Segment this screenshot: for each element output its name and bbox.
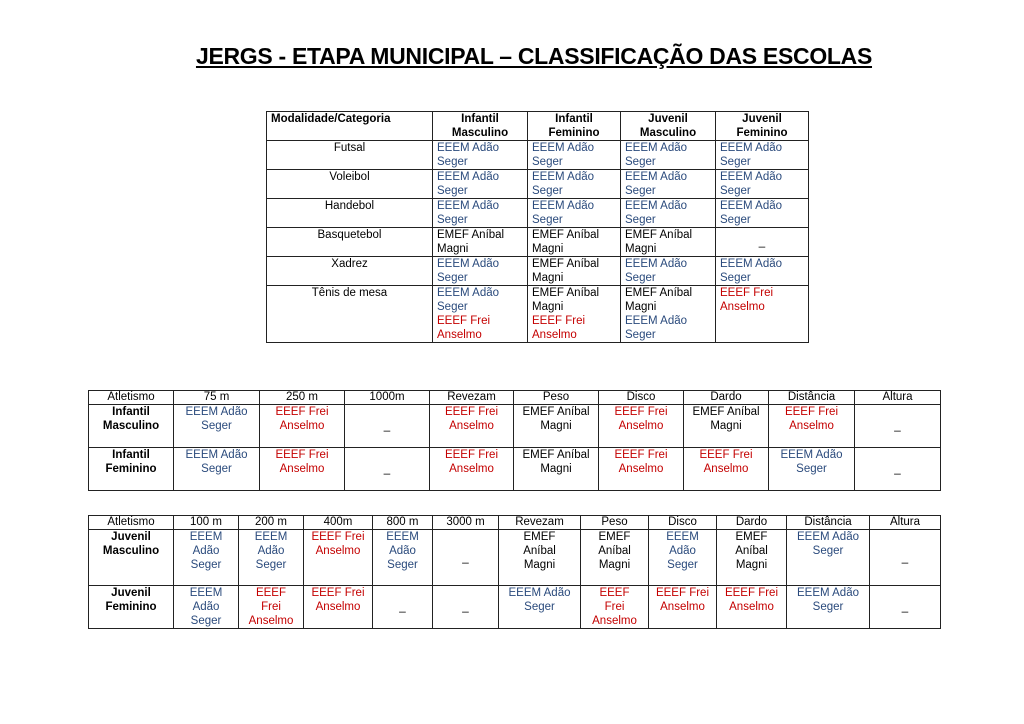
school-name: EEEF: [255, 587, 287, 599]
school-name: Seger: [812, 545, 844, 557]
column-header: Altura: [855, 391, 941, 405]
school-name: Seger: [437, 301, 468, 313]
school-name: Anselmo: [592, 615, 637, 627]
column-header: Disco: [649, 516, 717, 530]
school-name: Anselmo: [532, 329, 577, 341]
school-name: EEEF Frei: [437, 315, 491, 327]
school-name: Seger: [190, 559, 222, 571]
school-name: Seger: [437, 272, 468, 284]
school-name: EEEF Frei: [311, 587, 365, 599]
category-line: Infantil: [112, 406, 150, 418]
school-name: Seger: [532, 214, 563, 226]
modality-cell: Handebol: [267, 199, 433, 228]
school-name: EEEM Adão: [185, 449, 248, 461]
school-name: EEEM: [386, 531, 419, 543]
school-name: Aníbal: [598, 545, 631, 557]
school-name: Magni: [625, 301, 657, 313]
school-cell: [174, 586, 239, 629]
school-name: EEEM Adão: [437, 258, 500, 270]
school-name: Anselmo: [279, 420, 325, 432]
school-cell: [716, 170, 809, 199]
school-cell: [599, 448, 684, 491]
header-line: Masculino: [639, 127, 697, 139]
modality-cell: Futsal: [267, 141, 433, 170]
school-name: Seger: [532, 156, 563, 168]
school-cell: [528, 170, 621, 199]
school-cell: [621, 141, 716, 170]
category-cell: [89, 586, 174, 629]
column-header: Peso: [581, 516, 649, 530]
column-header: 800 m: [373, 516, 433, 530]
school-name: EEEF Frei: [784, 406, 839, 418]
school-name: EEEF Frei: [444, 406, 499, 418]
school-name: Magni: [532, 301, 564, 313]
empty-cell: _: [433, 530, 499, 586]
school-cell: [260, 405, 345, 448]
school-name: Anselmo: [449, 463, 494, 475]
school-name: EMEF: [523, 531, 556, 543]
school-name: Seger: [201, 420, 232, 432]
table-row: [267, 228, 809, 257]
modality-cell: Basquetebol: [267, 228, 433, 257]
column-header: 200 m: [239, 516, 304, 530]
school-name: EEEF Frei: [699, 449, 753, 461]
school-name: Seger: [387, 559, 418, 571]
school-name: EMEF Aníbal: [532, 229, 600, 241]
school-cell: [621, 257, 716, 286]
school-name: EEEM Adão: [796, 531, 859, 543]
header-line: Feminino: [736, 127, 788, 139]
table-row: [267, 199, 809, 228]
school-name: EEEM Adão: [780, 449, 843, 461]
school-name: Magni: [523, 559, 556, 571]
table-row: [89, 530, 941, 586]
school-name: EEEM Adão: [185, 406, 248, 418]
school-name: Frei: [604, 601, 625, 613]
school-name: Seger: [437, 214, 468, 226]
school-name: EEEM Adão: [796, 587, 859, 599]
school-name: Anselmo: [720, 301, 765, 313]
school-cell: [260, 448, 345, 491]
modality-cell: Voleibol: [267, 170, 433, 199]
school-name: EEEM Adão: [625, 315, 688, 327]
school-name: Magni: [532, 243, 564, 255]
school-name: Magni: [598, 559, 631, 571]
school-cell: [433, 170, 528, 199]
school-name: Magni: [625, 243, 657, 255]
school-name: Seger: [796, 463, 827, 475]
column-header: [528, 112, 621, 141]
school-cell: [514, 448, 599, 491]
column-header: Atletismo: [89, 391, 174, 405]
column-header: Peso: [514, 391, 599, 405]
column-header: [433, 112, 528, 141]
school-name: EMEF Aníbal: [522, 406, 590, 418]
school-name: Anselmo: [248, 615, 294, 627]
school-cell: [433, 141, 528, 170]
school-name: EEEF Frei: [655, 587, 710, 599]
school-cell: [621, 228, 716, 257]
school-cell: [174, 405, 260, 448]
school-name: EMEF Aníbal: [692, 406, 760, 418]
school-name: EEEM Adão: [437, 200, 500, 212]
athletics-juvenil-table: [88, 515, 941, 629]
school-name: EEEM Adão: [625, 200, 688, 212]
header-line: Infantil: [461, 113, 499, 125]
school-name: Anselmo: [449, 420, 494, 432]
school-name: Seger: [625, 214, 656, 226]
school-cell: [239, 530, 304, 586]
school-name: Adão: [192, 601, 220, 613]
school-cell: [304, 586, 373, 629]
school-cell: [621, 199, 716, 228]
school-cell: [174, 530, 239, 586]
column-header: [267, 112, 433, 141]
column-header: Dardo: [684, 391, 769, 405]
school-name: Magni: [540, 420, 572, 432]
school-name: Seger: [720, 214, 751, 226]
school-name: Seger: [625, 185, 656, 197]
team-sports-table: [266, 111, 809, 343]
table-row: [89, 405, 941, 448]
school-name: Anselmo: [437, 329, 482, 341]
school-name: Seger: [532, 185, 563, 197]
school-name: EMEF Aníbal: [437, 229, 505, 241]
school-name: EEEM Adão: [532, 142, 595, 154]
table-header-row: [89, 516, 941, 530]
school-cell: [430, 405, 514, 448]
school-name: Seger: [437, 156, 468, 168]
header-line: Juvenil: [742, 113, 782, 125]
school-name: EEEF Frei: [444, 449, 499, 461]
school-cell: [716, 141, 809, 170]
column-header: Revezam: [430, 391, 514, 405]
school-name: EEEM Adão: [625, 258, 688, 270]
school-name: Seger: [625, 156, 656, 168]
column-header: 1000m: [345, 391, 430, 405]
school-name: EEEM: [666, 531, 699, 543]
school-name: Magni: [710, 420, 742, 432]
column-header: Distância: [769, 391, 855, 405]
school-cell: [716, 257, 809, 286]
category-line: Infantil: [112, 449, 150, 461]
school-name: Seger: [720, 156, 751, 168]
header-line: Modalidade/Categoria: [271, 113, 391, 125]
school-name: Seger: [190, 615, 222, 627]
empty-cell: _: [345, 405, 430, 448]
school-name: Aníbal: [735, 545, 768, 557]
header-line: Masculino: [451, 127, 509, 139]
school-name: Anselmo: [618, 463, 664, 475]
school-name: EEEM Adão: [720, 258, 783, 270]
school-cell: [787, 586, 870, 629]
category-line: Juvenil: [111, 587, 151, 599]
school-name: Anselmo: [660, 601, 705, 613]
school-name: EEEM Adão: [720, 200, 783, 212]
school-name: EEEF Frei: [311, 531, 365, 543]
table-row: [267, 170, 809, 199]
column-header: Distância: [787, 516, 870, 530]
school-name: Seger: [667, 559, 698, 571]
school-cell: [717, 586, 787, 629]
school-name: EEEF: [599, 587, 630, 599]
school-cell: [716, 199, 809, 228]
school-name: EEEM Adão: [437, 171, 500, 183]
school-cell: [716, 286, 809, 343]
school-cell: [649, 530, 717, 586]
school-name: EEEM: [189, 587, 223, 599]
column-header: 3000 m: [433, 516, 499, 530]
school-name: Adão: [257, 545, 285, 557]
modality-cell: Tênis de mesa: [267, 286, 433, 343]
school-name: EEEM Adão: [437, 142, 500, 154]
school-name: EEEF Frei: [275, 406, 329, 418]
school-cell: [514, 405, 599, 448]
modality-cell: Xadrez: [267, 257, 433, 286]
table-row: [267, 286, 809, 343]
school-name: Anselmo: [703, 463, 749, 475]
school-name: Anselmo: [618, 420, 664, 432]
column-header: Dardo: [717, 516, 787, 530]
school-name: EEEM Adão: [532, 200, 595, 212]
school-name: Adão: [192, 545, 220, 557]
category-line: Masculino: [102, 545, 160, 557]
table-row: [267, 141, 809, 170]
school-cell: [649, 586, 717, 629]
school-name: Seger: [812, 601, 844, 613]
school-cell: [433, 199, 528, 228]
school-cell: [621, 286, 716, 343]
school-name: EMEF: [598, 531, 631, 543]
school-name: Anselmo: [789, 420, 834, 432]
school-name: EEEM Adão: [532, 171, 595, 183]
school-name: EEEF Frei: [614, 449, 668, 461]
school-name: EEEF Frei: [614, 406, 668, 418]
school-cell: [621, 170, 716, 199]
school-name: Aníbal: [523, 545, 556, 557]
category-line: Masculino: [102, 420, 160, 432]
school-cell: [684, 448, 769, 491]
table-header-row: [267, 112, 809, 141]
school-name: EEEF Frei: [724, 587, 779, 599]
empty-cell: _: [716, 228, 809, 257]
school-name: EEEM: [189, 531, 223, 543]
empty-cell: _: [345, 448, 430, 491]
school-name: EMEF: [735, 531, 768, 543]
table-header-row: [89, 391, 941, 405]
school-cell: [769, 448, 855, 491]
school-name: Seger: [201, 463, 232, 475]
school-name: Anselmo: [315, 601, 361, 613]
school-cell: [717, 530, 787, 586]
school-cell: [433, 257, 528, 286]
page-title: JERGS - ETAPA MUNICIPAL – CLASSIFICAÇÃO DAS ESCOLAS: [195, 43, 873, 69]
school-name: Seger: [720, 185, 751, 197]
school-cell: [787, 530, 870, 586]
school-cell: [304, 530, 373, 586]
school-cell: [528, 228, 621, 257]
column-header: 400m: [304, 516, 373, 530]
school-cell: [239, 586, 304, 629]
school-name: Adão: [669, 545, 696, 557]
school-name: EEEM Adão: [720, 142, 783, 154]
school-cell: [528, 257, 621, 286]
school-name: EEEM Adão: [508, 587, 571, 599]
school-cell: [769, 405, 855, 448]
school-name: Anselmo: [279, 463, 325, 475]
school-name: Magni: [540, 463, 572, 475]
category-line: Feminino: [105, 601, 157, 613]
school-cell: [499, 530, 581, 586]
school-name: EMEF Aníbal: [522, 449, 590, 461]
empty-cell: _: [870, 586, 941, 629]
school-name: Magni: [437, 243, 469, 255]
school-cell: [581, 586, 649, 629]
school-cell: [499, 586, 581, 629]
column-header: Atletismo: [89, 516, 174, 530]
category-cell: [89, 530, 174, 586]
empty-cell: _: [870, 530, 941, 586]
school-cell: [528, 199, 621, 228]
school-cell: [581, 530, 649, 586]
header-line: Juvenil: [648, 113, 688, 125]
school-name: Magni: [532, 272, 564, 284]
school-name: EEEF Frei: [532, 315, 586, 327]
school-name: Frei: [261, 601, 281, 613]
table-row: [89, 448, 941, 491]
table-row: [267, 257, 809, 286]
header-line: Feminino: [548, 127, 600, 139]
column-header: 250 m: [260, 391, 345, 405]
column-header: Altura: [870, 516, 941, 530]
school-name: EMEF Aníbal: [532, 287, 600, 299]
school-name: Seger: [625, 272, 656, 284]
school-name: EEEM Adão: [720, 171, 783, 183]
empty-cell: _: [373, 586, 433, 629]
column-header: [716, 112, 809, 141]
school-name: Seger: [625, 329, 656, 341]
category-cell: [89, 405, 174, 448]
school-cell: [433, 228, 528, 257]
school-cell: [430, 448, 514, 491]
school-name: EEEM Adão: [625, 142, 688, 154]
category-line: Feminino: [105, 463, 157, 475]
school-name: Magni: [735, 559, 768, 571]
school-name: Seger: [720, 272, 751, 284]
school-name: EEEM Adão: [437, 287, 500, 299]
column-header: 100 m: [174, 516, 239, 530]
school-name: EEEM Adão: [625, 171, 688, 183]
column-header: Disco: [599, 391, 684, 405]
school-cell: [528, 141, 621, 170]
column-header: 75 m: [174, 391, 260, 405]
school-name: Anselmo: [729, 601, 774, 613]
category-line: Juvenil: [111, 531, 151, 543]
school-name: Seger: [255, 559, 287, 571]
school-cell: [599, 405, 684, 448]
school-cell: [373, 530, 433, 586]
school-cell: [684, 405, 769, 448]
school-name: EEEM: [254, 531, 288, 543]
school-name: Seger: [524, 601, 555, 613]
category-cell: [89, 448, 174, 491]
school-name: EMEF Aníbal: [625, 229, 693, 241]
school-cell: [528, 286, 621, 343]
table-row: [89, 586, 941, 629]
school-name: EEEF Frei: [275, 449, 329, 461]
athletics-infantil-table: [88, 390, 941, 491]
school-name: EMEF Aníbal: [532, 258, 600, 270]
empty-cell: _: [855, 405, 941, 448]
empty-cell: _: [855, 448, 941, 491]
school-cell: [433, 286, 528, 343]
school-name: EEEF Frei: [720, 287, 774, 299]
school-name: EMEF Aníbal: [625, 287, 693, 299]
school-name: Seger: [437, 185, 468, 197]
column-header: [621, 112, 716, 141]
school-cell: [174, 448, 260, 491]
empty-cell: _: [433, 586, 499, 629]
header-line: Infantil: [555, 113, 593, 125]
column-header: Revezam: [499, 516, 581, 530]
school-name: Anselmo: [315, 545, 361, 557]
school-name: Adão: [389, 545, 416, 557]
